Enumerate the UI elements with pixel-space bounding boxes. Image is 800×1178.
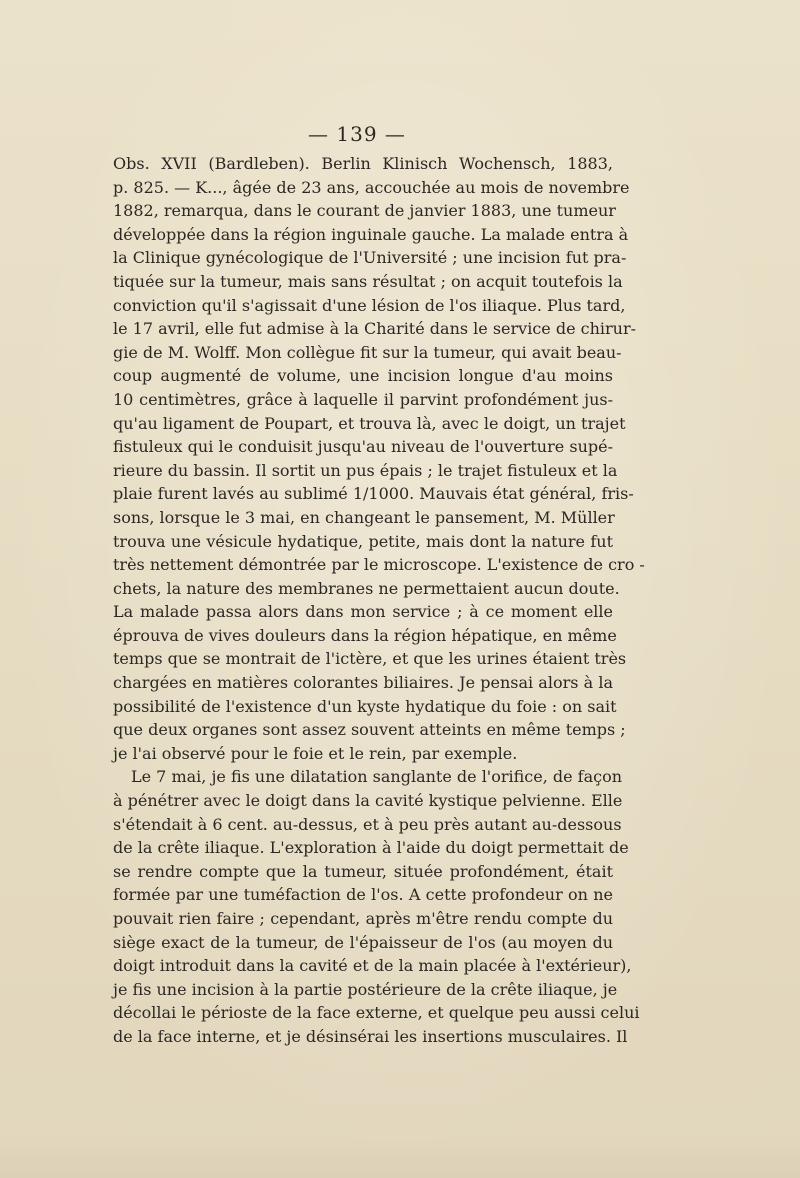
- text-line: que deux organes sont assez souvent atteints en même temps ;: [113, 720, 626, 740]
- text-line: qu'au ligament de Poupart, et trouva là, avec le doigt, un trajet: [113, 413, 626, 433]
- text-line: sons, lorsque le 3 mai, en changeant le pansement, M. Müller: [113, 507, 615, 527]
- page-edge-shading: [0, 1138, 800, 1178]
- text-line: Le 7 mai, je fis une dilatation sanglante de l'orifice, de façon: [131, 767, 623, 787]
- text-line: pouvait rien faire ; cependant, après m'être rendu compte du: [113, 909, 613, 928]
- text-line: gie de M. Wolff. Mon collègue fit sur la tumeur, qui avait beau-: [113, 342, 622, 362]
- text-line: chets, la nature des membranes ne permettaient aucun doute.: [113, 578, 620, 598]
- text-line: formée par une tuméfaction de l'os. A cette profondeur on ne: [113, 885, 613, 905]
- text-line: conviction qu'il s'agissait d'une lésion de l'os iliaque. Plus tard,: [113, 295, 626, 315]
- text-line: siège exact de la tumeur, de l'épaisseur de l'os (au moyen du: [113, 932, 613, 952]
- text-line: se rendre compte que la tumeur, située profondément, était: [113, 861, 613, 881]
- text-line: chargées en matières colorantes biliaires. Je pensai alors à la: [113, 673, 613, 693]
- text-line: 10 centimètres, grâce à laquelle il parvint profondément jus-: [113, 389, 613, 409]
- text-line: p. 825. — K..., âgée de 23 ans, accouchée au mois de novembre: [113, 177, 630, 197]
- text-line: 1882, remarqua, dans le courant de janvier 1883, une tumeur: [113, 201, 616, 221]
- text-line: très nettement démontrée par le microscope. L'existence de cro -: [113, 555, 645, 575]
- text-line: de la crête iliaque. L'exploration à l'aide du doigt permettait de: [113, 838, 629, 858]
- text-line: de la face interne, et je désinsérai les insertions musculaires. Il: [113, 1026, 628, 1046]
- text-line: à pénétrer avec le doigt dans la cavité kystique pelvienne. Elle: [113, 791, 623, 811]
- text-line: plaie furent lavés au sublimé 1/1000. Mauvais état général, fris-: [113, 484, 634, 504]
- text-line: éprouva de vives douleurs dans la région hépatique, en même: [113, 625, 617, 645]
- text-line: s'étendait à 6 cent. au-dessus, et à peu près autant au-dessous: [113, 814, 622, 834]
- text-line: temps que se montrait de l'ictère, et que les urines étaient très: [113, 649, 627, 669]
- text-line: développée dans la région inguinale gauche. La malade entra à: [113, 224, 629, 244]
- text-line: je l'ai observé pour le foie et le rein, par exemple.: [113, 743, 518, 763]
- text-line: tiquée sur la tumeur, mais sans résultat ; on acquit toutefois la: [113, 271, 623, 291]
- body-text: [113, 152, 645, 1049]
- text-line: rieure du bassin. Il sortit un pus épais ; le trajet fistuleux et la: [113, 460, 618, 480]
- text-line: je fis une incision à la partie postérieure de la crête iliaque, je: [113, 979, 618, 999]
- text-line: décollai le périoste de la face externe, et quelque peu aussi celui: [113, 1003, 640, 1023]
- paragraph-obs-xvii: [113, 152, 645, 765]
- text-line: la Clinique gynécologique de l'Université ; une incision fut pra-: [113, 248, 627, 268]
- text-line: fistuleux qui le conduisit jusqu'au niveau de l'ouverture supé-: [113, 437, 613, 457]
- text-line: Obs. XVII (Bardleben). Berlin Klinisch Wochensch, 1883,: [113, 154, 613, 173]
- text-line: trouva une vésicule hydatique, petite, mais dont la nature fut: [113, 531, 613, 551]
- text-line: La malade passa alors dans mon service ; à ce moment elle: [113, 602, 613, 622]
- text-line: le 17 avril, elle fut admise à la Charité dans le service de chirur-: [113, 319, 637, 339]
- paragraph-operation: [113, 765, 640, 1048]
- text-line: possibilité de l'existence d'un kyste hydatique du foie : on sait: [113, 696, 617, 716]
- page-number: — 139 —: [308, 122, 406, 146]
- text-line: coup augmenté de volume, une incision longue d'au moins: [113, 366, 613, 386]
- text-line: doigt introduit dans la cavité et de la main placée à l'extérieur),: [113, 956, 632, 976]
